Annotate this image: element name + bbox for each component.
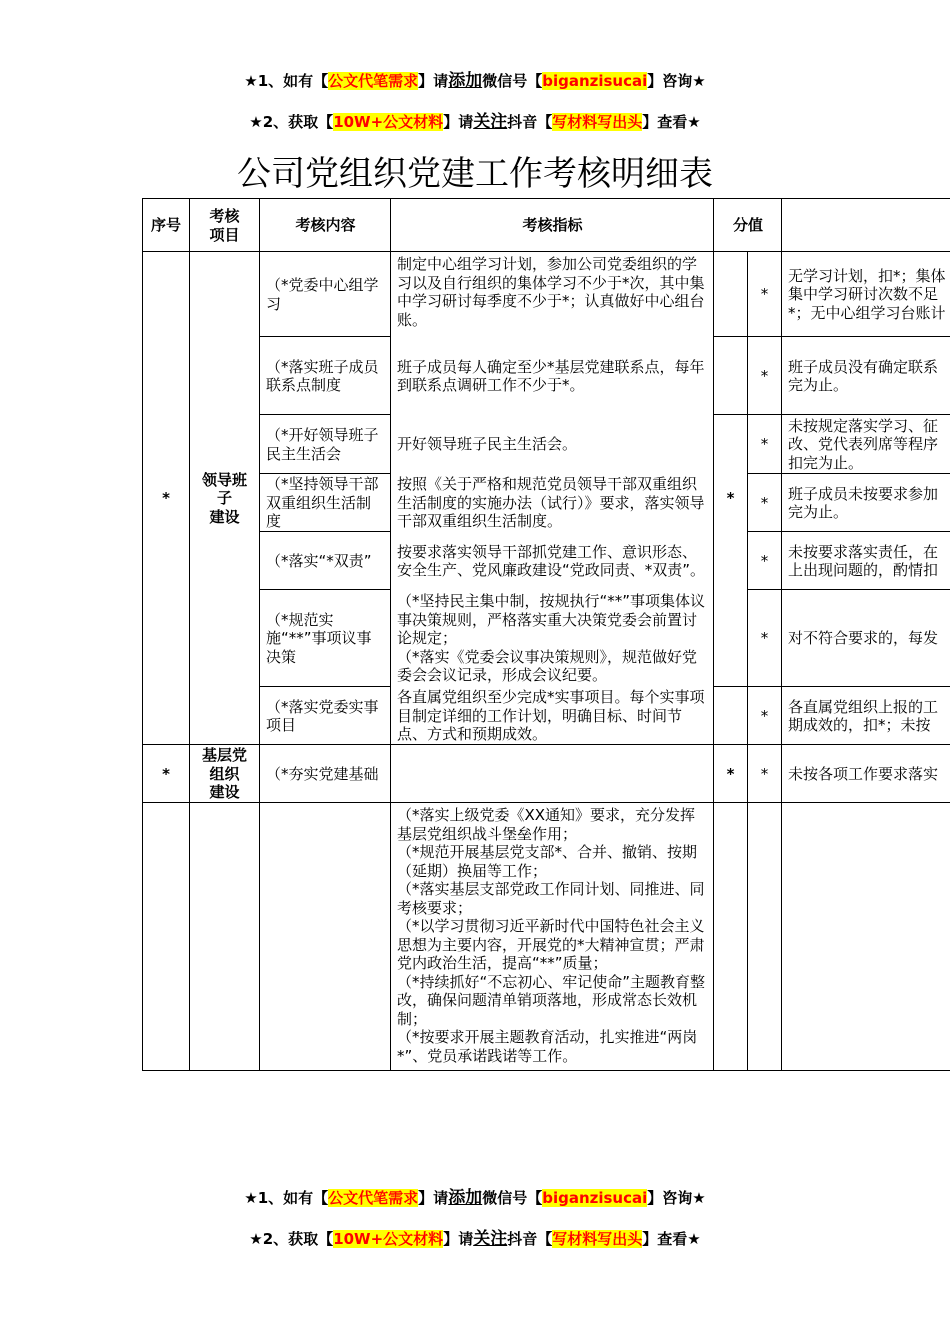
table-col-line [747, 251, 748, 1071]
header-indicator: 考核指标 [522, 216, 583, 235]
table-border-top [142, 198, 950, 199]
highlight-text: 公文代笔需求 [328, 1189, 419, 1207]
row-score: * [760, 629, 769, 648]
row-score: * [760, 285, 769, 304]
row-score: * [760, 764, 769, 783]
banner-line-2-bottom: ★2、获取【10W+公文材料】请关注抖音【写材料写出头】查看★ [249, 1229, 701, 1249]
table-border-bottom [142, 1070, 950, 1071]
header-seq: 序号 [150, 216, 181, 235]
table-rule [714, 336, 950, 337]
row-indicator [391, 745, 714, 803]
row-content: （*落实党委实事项目 [266, 697, 379, 734]
highlight-text: 10W+公文材料 [333, 113, 444, 131]
table-rule [747, 589, 950, 590]
header-item: 考核 项目 [209, 207, 240, 244]
row-deduct: 班子成员没有确定联系 完为止。 [788, 357, 939, 394]
group1-item: 领导班 子 建设 [201, 470, 247, 526]
table-rule [142, 744, 950, 745]
table-border-left [142, 198, 143, 1071]
row-content: （*党委中心组学习 [266, 276, 379, 313]
table-rule [714, 414, 950, 415]
row-deduct: 对不符合要求的，每发 [788, 629, 939, 648]
table-col-line [781, 198, 782, 1071]
group2-score: * [726, 764, 735, 783]
row-score: * [760, 493, 769, 512]
row-indicator: 开好领导班子民主生活会。 [397, 435, 578, 454]
row-deduct: 各直属党组织上报的工 期成效的，扣*；未按 [788, 697, 939, 734]
header-score: 分值 [732, 216, 763, 235]
row-content: （*落实班子成员联系点制度 [266, 357, 379, 394]
row-content: （*坚持领导干部双重组织生活制度 [266, 475, 379, 531]
table-rule [747, 531, 950, 532]
row-deduct: 无学习计划，扣*；集体 集中学习研讨次数不足 *；无中心组学习台账计 [788, 266, 946, 322]
banner-line-1-bottom: ★1、如有【公文代笔需求】请添加微信号【biganzisucai】咨询★ [244, 1188, 706, 1208]
highlight-text: 写材料写出头 [552, 113, 643, 131]
row-score [747, 803, 782, 1071]
table-col-line [390, 198, 391, 1071]
row-indicator: 按要求落实领导干部抓党建工作、意识形态、安全生产、党风廉政建设“党政同责、*双责”。 [397, 542, 706, 579]
row-deduct: 未按各项工作要求落实 [788, 764, 939, 783]
row-content [260, 803, 391, 1071]
row-score: * [760, 551, 769, 570]
row-indicator: 按照《关于严格和规范党员领导干部双重组织生活制度的实施办法（试行）》要求，落实领导干部双重组织生活制度。 [397, 475, 705, 531]
header-content: 考核内容 [295, 216, 356, 235]
highlight-text: 写材料写出头 [552, 1230, 643, 1248]
table-col-line [713, 198, 714, 1071]
table-rule [260, 336, 391, 337]
table-col-line [189, 198, 190, 1071]
row-deduct [782, 803, 950, 1071]
highlight-text: biganzisucai [542, 72, 648, 90]
table-rule [260, 414, 391, 415]
table-rule [714, 686, 950, 687]
highlight-text: biganzisucai [542, 1189, 648, 1207]
banner-line-1: ★1、如有【公文代笔需求】请添加微信号【biganzisucai】咨询★ [244, 71, 706, 91]
row-indicator: 各直属党组织至少完成*实事项目。每个实事项目制定详细的工作计划，明确目标、时间节点、方式和预期成效。 [397, 688, 705, 744]
row-score: * [760, 706, 769, 725]
table-rule [142, 802, 950, 803]
row-deduct: 班子成员未按要求参加 完为止。 [788, 484, 939, 521]
row-indicator: （*坚持民主集中制，按规执行“**”事项集体议事决策规则，严格落实重大决策党委会前置讨论规定； （*落实《党委会议事决策规则》，规范做好党委会会议记录，形成会议纪要。 [397, 592, 706, 685]
row-content: （*夯实党建基础 [266, 764, 379, 783]
table-rule [260, 531, 391, 532]
table-rule [260, 686, 391, 687]
group2-seq: * [162, 764, 170, 783]
row-content: （*开好领导班子民主生活会 [266, 426, 379, 463]
table-rule [142, 251, 950, 252]
highlight-text: 公文代笔需求 [328, 72, 419, 90]
row-indicator: 制定中心组学习计划，参加公司党委组织的学习以及自行组织的集体学习不少于*次，其中集中学习研讨每季度不少于*；认真做好中心组台账。 [397, 255, 705, 329]
group1-score: * [726, 489, 735, 508]
banner-line-2: ★2、获取【10W+公文材料】请关注抖音【写材料写出头】查看★ [249, 112, 701, 132]
group2-item: 基层党 组织 建设 [201, 746, 247, 802]
table-rule [747, 473, 950, 474]
page-title: 公司党组织党建工作考核明细表 [237, 154, 713, 194]
table-rule [260, 473, 391, 474]
row-score: * [760, 435, 769, 454]
row-deduct: 未按规定落实学习、征 改、党代表列席等程序 扣完为止。 [788, 416, 939, 472]
row-content: （*规范实施“**”事项议事决策 [266, 610, 372, 666]
highlight-text: 10W+公文材料 [333, 1230, 444, 1248]
row-indicator: （*落实上级党委《XX通知》要求，充分发挥基层党组织战斗堡垒作用； （*规范开展基层党支部*、合并、撤销、按期（延期）换届等工作； （*落实基层支部党政工作同计划、同推进、同考核要求； （*以学习贯彻习近平新时代中国特色社会主义思想为主要内容，开展党的*大精神宣贯；严肃党内政治生活，提高“**”质量； （*持续抓好“不忘初心、牢记使命”主题教育整改，确保问题清单销项落地，形成常态长效机制； （*按要求开展主题教育活动，扎实推进“两岗*”、党员承诺践诺等工作。 [397, 806, 706, 1065]
table-col-line [259, 198, 260, 1071]
table-rule [260, 589, 391, 590]
row-deduct: 未按要求落实责任，在 上出现问题的，酌情扣 [788, 542, 939, 579]
row-content: （*落实“*双责” [266, 551, 372, 570]
row-indicator: 班子成员每人确定至少*基层党建联系点，每年到联系点调研工作不少于*。 [397, 357, 705, 394]
group1-seq: * [162, 489, 170, 508]
row-score: * [760, 366, 769, 385]
